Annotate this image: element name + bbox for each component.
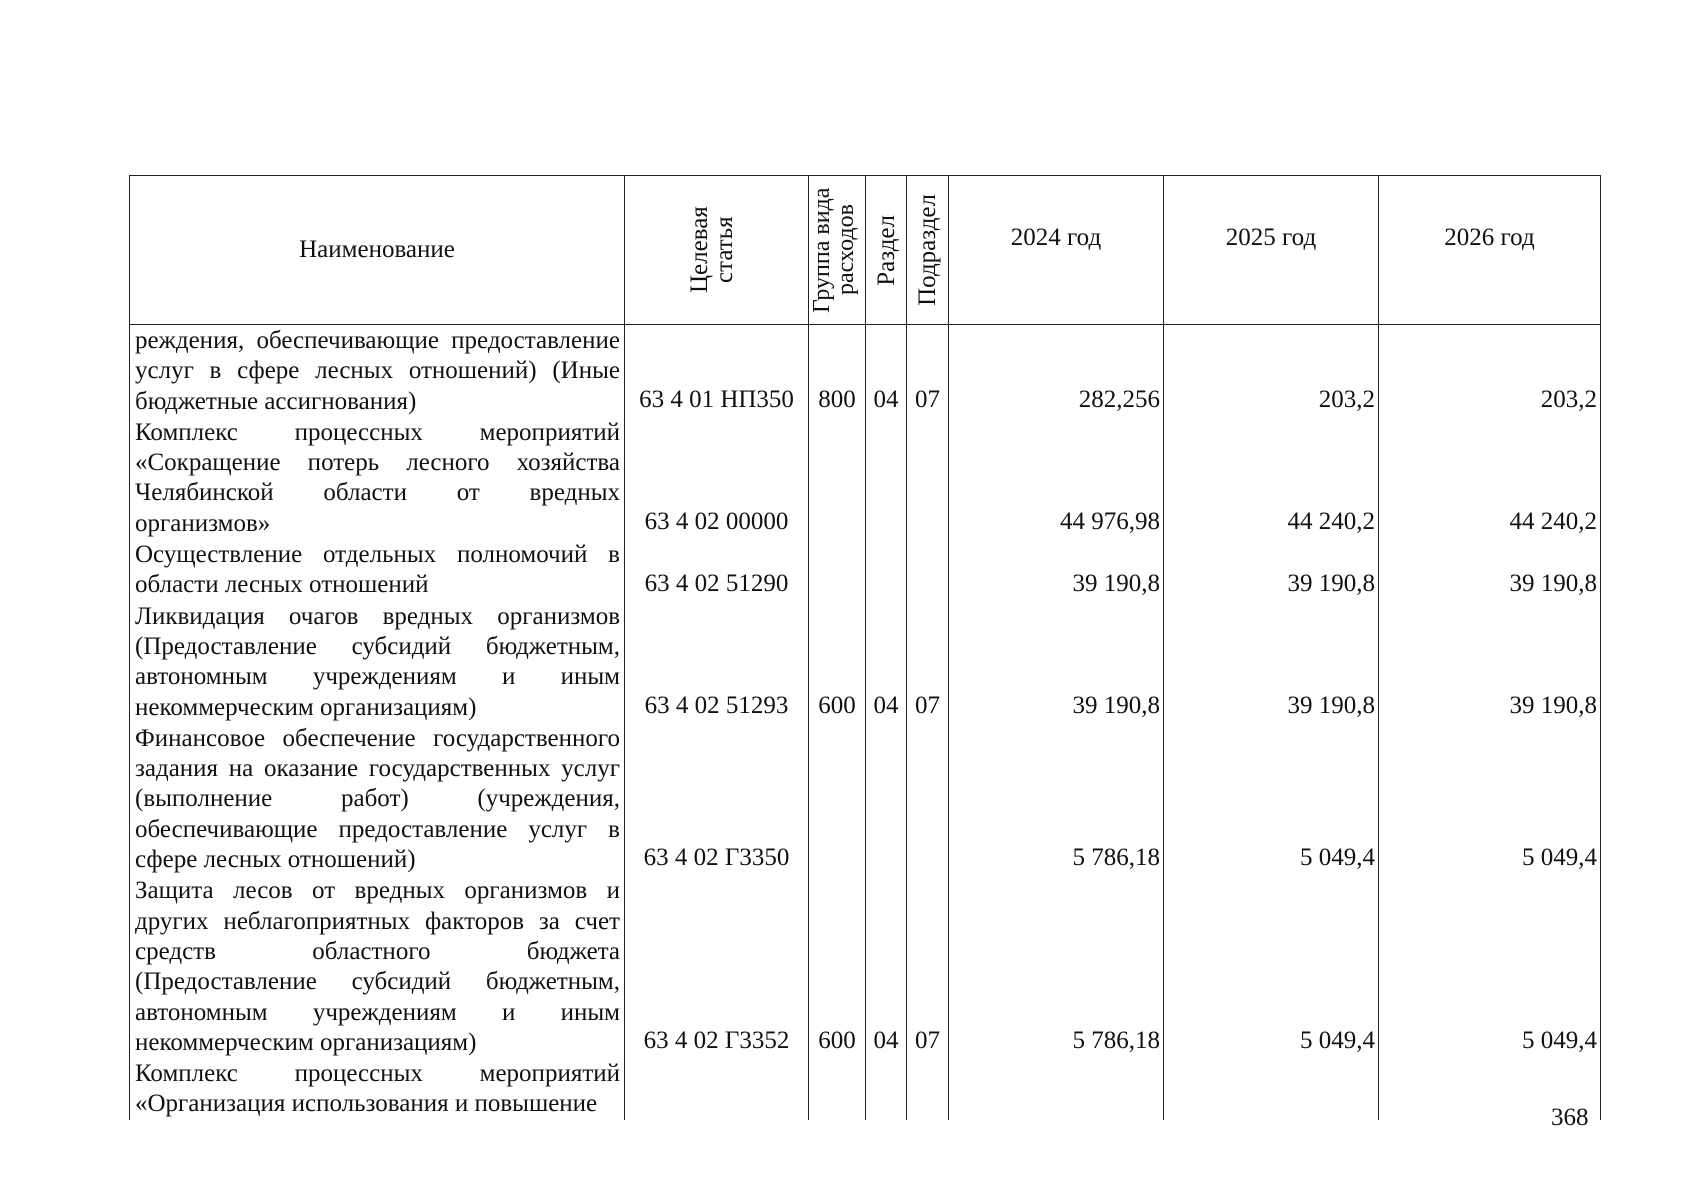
header-name-label: Наименование — [299, 236, 455, 263]
row-2024: 44 976,98 — [949, 417, 1164, 539]
header-group-label: Группа вида расходов — [809, 187, 859, 313]
header-target-label: Целевая статья — [685, 206, 738, 294]
row-2026: 5 049,4 — [1379, 875, 1601, 1058]
row-name: Комплекс процессных мероприятий «Организация использования и повышение — [130, 1058, 625, 1120]
header-section — [866, 176, 907, 325]
row-2025: 5 049,4 — [1164, 875, 1379, 1058]
row-2024: 39 190,8 — [949, 539, 1164, 601]
row-2026: 39 190,8 — [1379, 539, 1601, 601]
row-name: Финансовое обеспечение государственного задания на оказание государственных услуг (выполнение работ) (учреждения, обеспечивающие предоставление услуг в сфере лесных отношений) — [130, 723, 625, 875]
row-group — [809, 417, 866, 539]
header-2026 — [1379, 176, 1601, 325]
row-subsection: 07 — [907, 875, 949, 1058]
row-2024: 282,256 — [949, 325, 1164, 417]
header-name — [130, 176, 625, 325]
table-row — [130, 723, 1601, 875]
row-2025: 203,2 — [1164, 325, 1379, 417]
header-row — [130, 176, 1601, 325]
row-target: 63 4 02 00000 — [625, 417, 809, 539]
row-2024: 5 786,18 — [949, 875, 1164, 1058]
row-section: 04 — [866, 601, 907, 723]
header-target — [625, 176, 809, 325]
row-name: Защита лесов от вредных организмов и других неблагоприятных факторов за счет средств областного бюджета (Предоставление субсидий бюджетным, автономным учреждениям и иным некоммерческим организациям) — [130, 875, 625, 1058]
header-2025 — [1164, 176, 1379, 325]
row-group: 600 — [809, 601, 866, 723]
row-section — [866, 723, 907, 875]
table-row — [130, 539, 1601, 601]
row-group: 800 — [809, 325, 866, 417]
row-2026: 203,2 — [1379, 325, 1601, 417]
row-group — [809, 1058, 866, 1120]
header-2024 — [949, 176, 1164, 325]
row-2024: 39 190,8 — [949, 601, 1164, 723]
row-group: 600 — [809, 875, 866, 1058]
page-number: 368 — [1551, 1104, 1589, 1131]
row-2026: 5 049,4 — [1379, 723, 1601, 875]
row-2024 — [949, 1058, 1164, 1120]
header-group — [809, 176, 866, 325]
table-row — [130, 325, 1601, 417]
row-name: реждения, обеспечивающие предоставление услуг в сфере лесных отношений) (Иные бюджетные ассигнования) — [130, 325, 625, 417]
row-2025: 39 190,8 — [1164, 601, 1379, 723]
header-2025-label: 2025 год — [1225, 224, 1317, 251]
header-section-label: Раздел — [872, 214, 900, 286]
budget-table — [129, 175, 1601, 1120]
row-2026: 44 240,2 — [1379, 417, 1601, 539]
row-subsection: 07 — [907, 601, 949, 723]
row-target: 63 4 02 51293 — [625, 601, 809, 723]
row-subsection — [907, 723, 949, 875]
row-subsection — [907, 1058, 949, 1120]
row-target: 63 4 01 НП350 — [625, 325, 809, 417]
row-section — [866, 1058, 907, 1120]
row-name: Комплекс процессных мероприятий «Сокращение потерь лесного хозяйства Челябинской области от вредных организмов» — [130, 417, 625, 539]
row-2025 — [1164, 1058, 1379, 1120]
row-subsection — [907, 539, 949, 601]
header-subsection-label: Подраздел — [914, 194, 941, 306]
row-2025: 44 240,2 — [1164, 417, 1379, 539]
row-subsection — [907, 417, 949, 539]
table-row — [130, 1058, 1601, 1120]
header-subsection — [907, 176, 949, 325]
table-row — [130, 417, 1601, 539]
row-section — [866, 539, 907, 601]
table-row — [130, 601, 1601, 723]
row-name: Ликвидация очагов вредных организмов (Предоставление субсидий бюджетным, автономным учреждениям и иным некоммерческим организациям) — [130, 601, 625, 723]
row-2024: 5 786,18 — [949, 723, 1164, 875]
row-target — [625, 1058, 809, 1120]
row-group — [809, 539, 866, 601]
row-section: 04 — [866, 325, 907, 417]
row-target: 63 4 02 Г3350 — [625, 723, 809, 875]
row-section: 04 — [866, 875, 907, 1058]
row-group — [809, 723, 866, 875]
row-name: Осуществление отдельных полномочий в области лесных отношений — [130, 539, 625, 601]
row-subsection: 07 — [907, 325, 949, 417]
header-2026-label: 2026 год — [1444, 224, 1535, 251]
row-2025: 39 190,8 — [1164, 539, 1379, 601]
row-target: 63 4 02 Г3352 — [625, 875, 809, 1058]
row-2025: 5 049,4 — [1164, 723, 1379, 875]
header-2024-label: 2024 год — [1010, 224, 1102, 251]
row-2026: 39 190,8 — [1379, 601, 1601, 723]
table-row — [130, 875, 1601, 1058]
row-section — [866, 417, 907, 539]
row-target: 63 4 02 51290 — [625, 539, 809, 601]
